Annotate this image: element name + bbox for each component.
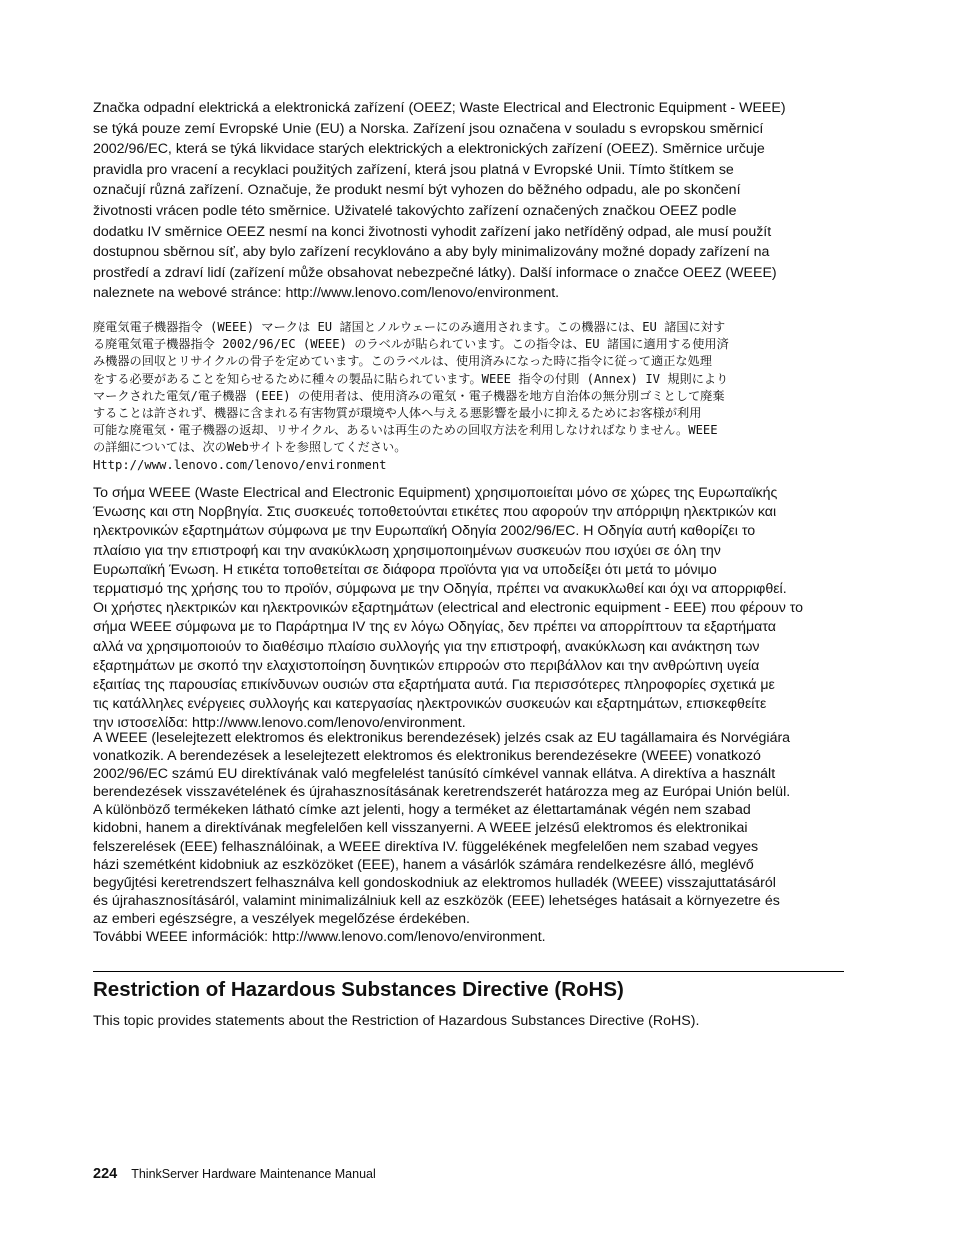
weee-greek-paragraph: [93, 484, 803, 734]
text-line: vonatkozik. A berendezések a leselejtezett elektromos és elektronikus berendezésekre (WEEE) vonatkozó: [93, 748, 761, 765]
text-line: se týká pouze zemí Evropské Unie (EU) a Norska. Zařízení jsou označena v souladu s evropskou směrnicí: [93, 120, 764, 137]
text-line: životnosti vrácen podle této směrnice. Uživatelé takovýchto zařízení označených značkou OEEZ podle: [93, 202, 737, 219]
text-line: ηλεκτρονικών εξαρτημάτων σύμφωνα με την Ευρωπαϊκή Οδηγία 2002/96/EC. Η Οδηγία αυτή καθορίζει το: [93, 523, 756, 540]
text-line: Značka odpadní elektrická a elektronická zařízení (OEEZ; Waste Electrical and Electronic Equipment - WEEE): [93, 100, 786, 116]
text-line: る廃電気電子機器指令 2002/96/EC (WEEE) のラベルが貼られています。この指令は、EU 諸国に適用する使用済: [93, 337, 729, 352]
weee-japanese-paragraph: [93, 319, 729, 474]
weee-hungarian-paragraph: [93, 729, 790, 946]
text-line: 2002/96/EC, která se týká likvidace starých elektrických a elektronických zařízení (OEEZ). Směrnice určuje: [93, 141, 765, 158]
text-line: σήμα WEEE σύμφωνα με το Παράρτημα IV της εν λόγω Οδηγίας, δεν πρέπει να απορρίπτουν τα εξαρτήματα: [93, 619, 776, 636]
text-line: dostupnou sběrnou síť, aby bylo zařízení recyklováno a aby byly minimalizovány možné dopady zařízení na: [93, 244, 770, 261]
text-line: εξαρτημάτων με σκοπό την ελαχιστοποίηση δυνητικών επιρροών στο περιβάλλον και την ανθρώπινη υγεία: [93, 657, 760, 674]
text-line: označují různá zařízení. Označuje, že produkt nesmí být vyhozen do běžného odpadu, ale po skončení: [93, 182, 741, 199]
text-line: házi szemétként kidobniuk az eszközöket (EEE), hanem a vásárlók számára rendelkezésre álló, meglévő: [93, 856, 754, 873]
text-line: πλαίσιο για την επιστροφή και την ανακύκλωση χρησιμοποιημένων συσκευών που ισχύει σε όλη την: [93, 542, 721, 559]
text-line: την ιστοσελίδα: http://www.lenovo.com/lenovo/environment.: [93, 715, 466, 732]
text-line: kidobni, hanem a direktívának megfelelően kell visszanyerni. A WEEE jelzésű elektromos és elektronikai: [93, 820, 748, 837]
text-line: τις κατάλληλες ενέργειες συλλογής και κατεργασίας ηλεκτρονικών συσκευών και εξαρτημάτων, επισκεφθείτε: [93, 696, 767, 713]
text-line: εξαιτίας της παρουσίας επικίνδυνων ουσιών στα εξαρτήματα αυτά. Για περισσότερες πληροφορίες σχετικά με: [93, 677, 775, 694]
text-line: A különböző termékeken látható címke azt jelenti, hogy a terméket az élettartamának végén nem szabad: [93, 802, 751, 819]
text-line: Http://www.lenovo.com/lenovo/environment: [93, 457, 387, 472]
text-line: Ευρωπαϊκή Ένωση. Η ετικέτα τοποθετείται σε διάφορα προϊόντα για να υποδείξει ότι μετά το μόνιμο: [93, 561, 717, 578]
page-footer: [93, 1166, 376, 1182]
text-line: és újrahasznosításáról, valamint minimalizálniuk kell az eszközök (EEE) lehetséges hatásait a környezetre és: [93, 892, 780, 909]
section-intro: This topic provides statements about the Restriction of Hazardous Substances Directive (RoHS).: [93, 1013, 700, 1029]
text-line: マークされた電気/電子機器 (EEE) の使用者は、使用済みの電気・電子機器を地方自治体の無分別ゴミとして廃棄: [93, 388, 725, 403]
text-line: 廃電気電子機器指令 (WEEE) マークは EU 諸国とノルウェーにのみ適用されます。この機器には、EU 諸国に対す: [93, 320, 726, 334]
text-line: dodatku IV směrnice OEEZ nesmí na konci životnosti vyhodit zařízení jako netříděný odpad, ale musí použít: [93, 223, 772, 240]
text-line: A WEEE (leselejtezett elektromos és elektronikus berendezések) jelzés csak az EU tagállamaira és Norvégiára: [93, 730, 791, 746]
text-line: 2002/96/EC számú EU direktívának való megfelelést tanúsító címkével vannak ellátva. A direktíva a használt: [93, 766, 776, 783]
text-line: pravidla pro vracení a recyklaci použitých zařízení, která jsou platná v Evropské Unii. Tímto štítkem se: [93, 161, 734, 178]
section-heading: Restriction of Hazardous Substances Directive (RoHS): [93, 978, 624, 1001]
text-line: Το σήμα WEEE (Waste Electrical and Electronic Equipment) χρησιμοποιείται μόνο σε χώρες της Ευρωπαϊκής: [93, 485, 778, 501]
text-line: τερματισμό της χρήσης του το προϊόν, σύμφωνα με την Οδηγία, πρέπει να ανακυκλωθεί και όχι να απορριφθεί.: [93, 581, 787, 598]
text-line: の詳細については、次のWebサイトを参照してください。: [93, 440, 407, 455]
text-line: Οι χρήστες ηλεκτρικών και ηλεκτρονικών εξαρτημάτων (electrical and electronic equipment - EEE) που φέρουν το: [93, 600, 804, 617]
text-line: begyűjtési keretrendszert felhasználva kell gondoskodniuk az elektromos hulladék (WEEE) visszajuttatásáról: [93, 874, 776, 891]
text-line: み機器の回収とリサイクルの骨子を定めています。このラベルは、使用済みになった時に指令に従って適正な処理: [93, 354, 712, 369]
document-title: ThinkServer Hardware Maintenance Manual: [131, 1167, 376, 1181]
text-line: naleznete na webové stránce: http://www.lenovo.com/lenovo/environment.: [93, 285, 560, 302]
text-line: 可能な廃電気・電子機器の返却、リサイクル、あるいは再生のための回収方法を利用しなければなりません。WEEE: [93, 423, 718, 438]
text-line: Ένωσης και στη Νορβηγία. Στις συσκευές τοποθετούνται ετικέτες που αφορούν την απόρριψη ηλεκτρικών και: [93, 504, 777, 521]
text-line: További WEEE információk: http://www.lenovo.com/lenovo/environment.: [93, 929, 546, 946]
text-line: することは許されず、機器に含まれる有害物質が環境や人体へ与える悪影響を最小に抑えるためにお客様が利用: [93, 406, 702, 421]
text-line: berendezések visszavételének és újrahasznosításának keretrendszerét határozza meg az Európai Unión belül.: [93, 784, 791, 801]
text-line: をする必要があることを知らせるために種々の製品に貼られています。WEEE 指令の付則 (Annex) IV 規則により: [93, 371, 729, 386]
section-divider: [93, 971, 844, 972]
text-line: felszerelések (EEE) felhasználóinak, a WEEE direktíva IV. függelékének megfelelően nem szabad vegyes: [93, 838, 759, 855]
weee-czech-paragraph: [93, 98, 786, 304]
page-number: 224: [93, 1166, 118, 1182]
text-line: az emberi egészségre, a veszélyek megelőzése érdekében.: [93, 910, 470, 927]
text-line: prostředí a zdraví lidí (zařízení může obsahovat nebezpečné látky). Další informace o značce OEEZ (WEEE): [93, 264, 777, 281]
text-line: αλλά να χρησιμοποιούν το διαθέσιμο πλαίσιο συλλογής για την επιστροφή, ανακύκλωση και ανάκτηση των: [93, 638, 760, 655]
